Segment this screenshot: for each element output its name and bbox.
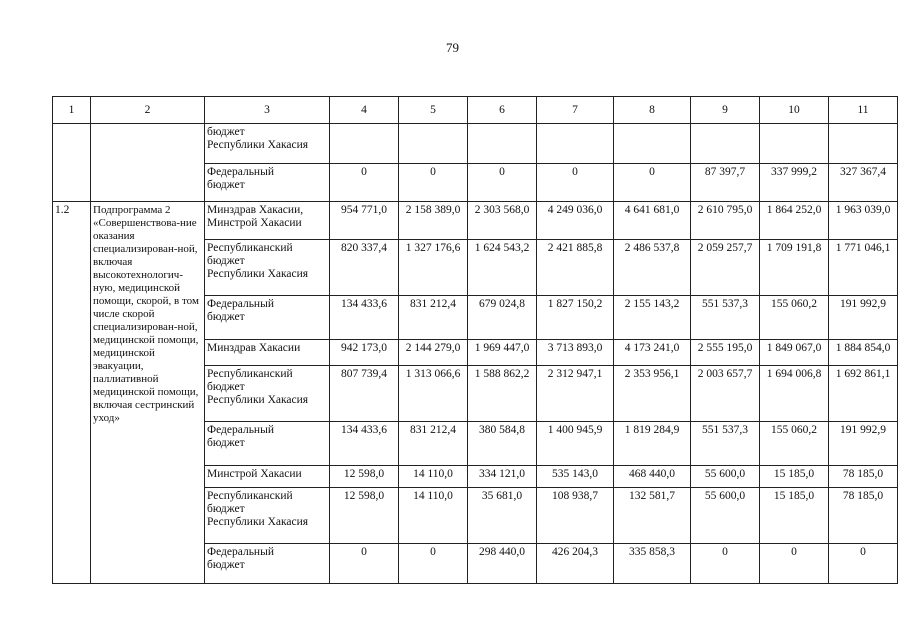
column-header-11: 11 — [829, 97, 898, 124]
value-col-7: 108 938,7 — [537, 488, 614, 544]
value-col-4: 942 173,0 — [330, 340, 399, 366]
value-col-8: 2 486 537,8 — [614, 240, 691, 296]
value-col-5: 1 313 066,6 — [399, 366, 468, 422]
value-col-7: 2 312 947,1 — [537, 366, 614, 422]
value-col-8: 132 581,7 — [614, 488, 691, 544]
value-col-4: 807 739,4 — [330, 366, 399, 422]
value-col-4: 954 771,0 — [330, 202, 399, 240]
value-col-4: 0 — [330, 544, 399, 584]
value-col-4: 0 — [330, 164, 399, 202]
value-col-6: 298 440,0 — [468, 544, 537, 584]
value-col-5: 0 — [399, 164, 468, 202]
funding-source-label: бюджет Республики Хакасия — [205, 124, 330, 164]
value-col-10: 15 185,0 — [760, 466, 829, 488]
value-col-10: 15 185,0 — [760, 488, 829, 544]
page-number: 79 — [446, 40, 459, 55]
funding-source-label: Федеральный бюджет — [205, 422, 330, 466]
value-col-4: 134 433,6 — [330, 422, 399, 466]
value-col-7: 1 827 150,2 — [537, 296, 614, 340]
value-col-6: 35 681,0 — [468, 488, 537, 544]
value-col-8: 4 173 241,0 — [614, 340, 691, 366]
value-col-5: 831 212,4 — [399, 422, 468, 466]
table-row — [53, 202, 898, 240]
value-col-9: 55 600,0 — [691, 466, 760, 488]
value-col-11: 327 367,4 — [829, 164, 898, 202]
value-col-11: 191 992,9 — [829, 422, 898, 466]
value-col-6: 334 121,0 — [468, 466, 537, 488]
value-col-11: 1 963 039,0 — [829, 202, 898, 240]
column-header-4: 4 — [330, 97, 399, 124]
value-col-7: 4 249 036,0 — [537, 202, 614, 240]
funding-source-label: Минздрав Хакасии, Минстрой Хакасии — [205, 202, 330, 240]
index-cell — [53, 124, 91, 202]
column-header-10: 10 — [760, 97, 829, 124]
value-col-8: 0 — [614, 164, 691, 202]
value-col-4: 820 337,4 — [330, 240, 399, 296]
column-header-2: 2 — [91, 97, 205, 124]
value-col-9: 2 059 257,7 — [691, 240, 760, 296]
funding-source-label: Федеральный бюджет — [205, 296, 330, 340]
funding-source-label: Минздрав Хакасии — [205, 340, 330, 366]
subprogram-name: Подпрограмма 2 «Совершенствова-ние оказания специализирован-ной, включая высокотехнологич-ную, медицинской помощи, скорой, в том числе скорой специализирован-ной, медицинской помощи, медицинской эвакуации, паллиативной медицинской помощи, включая сестринский уход» — [91, 202, 205, 584]
value-col-11: 0 — [829, 544, 898, 584]
value-col-10: 155 060,2 — [760, 422, 829, 466]
value-col-6: 1 969 447,0 — [468, 340, 537, 366]
value-col-11: 1 884 854,0 — [829, 340, 898, 366]
program-cell — [91, 124, 205, 202]
value-col-8: 4 641 681,0 — [614, 202, 691, 240]
value-col-11: 78 185,0 — [829, 488, 898, 544]
funding-source-label: Республиканский бюджет Республики Хакасия — [205, 366, 330, 422]
section-index: 1.2 — [53, 202, 91, 584]
value-col-10 — [760, 124, 829, 164]
value-col-6: 1 588 862,2 — [468, 366, 537, 422]
value-col-8: 2 155 143,2 — [614, 296, 691, 340]
value-col-6: 380 584,8 — [468, 422, 537, 466]
value-col-7 — [537, 124, 614, 164]
value-col-5: 14 110,0 — [399, 488, 468, 544]
value-col-6: 0 — [468, 164, 537, 202]
value-col-6: 679 024,8 — [468, 296, 537, 340]
value-col-7: 535 143,0 — [537, 466, 614, 488]
funding-source-label: Минстрой Хакасии — [205, 466, 330, 488]
column-header-6: 6 — [468, 97, 537, 124]
value-col-7: 1 400 945,9 — [537, 422, 614, 466]
value-col-8: 335 858,3 — [614, 544, 691, 584]
value-col-8 — [614, 124, 691, 164]
value-col-9: 2 555 195,0 — [691, 340, 760, 366]
funding-source-label: Федеральный бюджет — [205, 164, 330, 202]
value-col-8: 2 353 956,1 — [614, 366, 691, 422]
value-col-7: 2 421 885,8 — [537, 240, 614, 296]
value-col-10: 1 709 191,8 — [760, 240, 829, 296]
value-col-5: 0 — [399, 544, 468, 584]
value-col-10: 1 864 252,0 — [760, 202, 829, 240]
value-col-9: 55 600,0 — [691, 488, 760, 544]
column-header-7: 7 — [537, 97, 614, 124]
value-col-4: 12 598,0 — [330, 488, 399, 544]
funding-source-label: Республиканский бюджет Республики Хакасия — [205, 240, 330, 296]
value-col-10: 0 — [760, 544, 829, 584]
funding-source-label: Республиканский бюджет Республики Хакасия — [205, 488, 330, 544]
value-col-4 — [330, 124, 399, 164]
value-col-10: 337 999,2 — [760, 164, 829, 202]
value-col-9: 87 397,7 — [691, 164, 760, 202]
value-col-9: 551 537,3 — [691, 296, 760, 340]
value-col-8: 1 819 284,9 — [614, 422, 691, 466]
value-col-4: 134 433,6 — [330, 296, 399, 340]
value-col-5: 1 327 176,6 — [399, 240, 468, 296]
header-row — [53, 97, 898, 124]
value-col-6 — [468, 124, 537, 164]
column-header-8: 8 — [614, 97, 691, 124]
value-col-4: 12 598,0 — [330, 466, 399, 488]
value-col-5: 831 212,4 — [399, 296, 468, 340]
value-col-11: 78 185,0 — [829, 466, 898, 488]
column-header-9: 9 — [691, 97, 760, 124]
value-col-9 — [691, 124, 760, 164]
column-header-3: 3 — [205, 97, 330, 124]
column-header-5: 5 — [399, 97, 468, 124]
value-col-8: 468 440,0 — [614, 466, 691, 488]
value-col-11 — [829, 124, 898, 164]
value-col-5 — [399, 124, 468, 164]
value-col-11: 1 692 861,1 — [829, 366, 898, 422]
column-header-1: 1 — [53, 97, 91, 124]
funding-source-label: Федеральный бюджет — [205, 544, 330, 584]
budget-table — [52, 96, 898, 584]
value-col-6: 1 624 543,2 — [468, 240, 537, 296]
value-col-5: 14 110,0 — [399, 466, 468, 488]
value-col-10: 1 849 067,0 — [760, 340, 829, 366]
value-col-7: 0 — [537, 164, 614, 202]
value-col-7: 3 713 893,0 — [537, 340, 614, 366]
value-col-6: 2 303 568,0 — [468, 202, 537, 240]
value-col-5: 2 144 279,0 — [399, 340, 468, 366]
value-col-10: 1 694 006,8 — [760, 366, 829, 422]
table-row — [53, 124, 898, 164]
value-col-9: 551 537,3 — [691, 422, 760, 466]
value-col-11: 191 992,9 — [829, 296, 898, 340]
value-col-10: 155 060,2 — [760, 296, 829, 340]
value-col-11: 1 771 046,1 — [829, 240, 898, 296]
value-col-9: 0 — [691, 544, 760, 584]
value-col-5: 2 158 389,0 — [399, 202, 468, 240]
value-col-9: 2 610 795,0 — [691, 202, 760, 240]
value-col-9: 2 003 657,7 — [691, 366, 760, 422]
value-col-7: 426 204,3 — [537, 544, 614, 584]
